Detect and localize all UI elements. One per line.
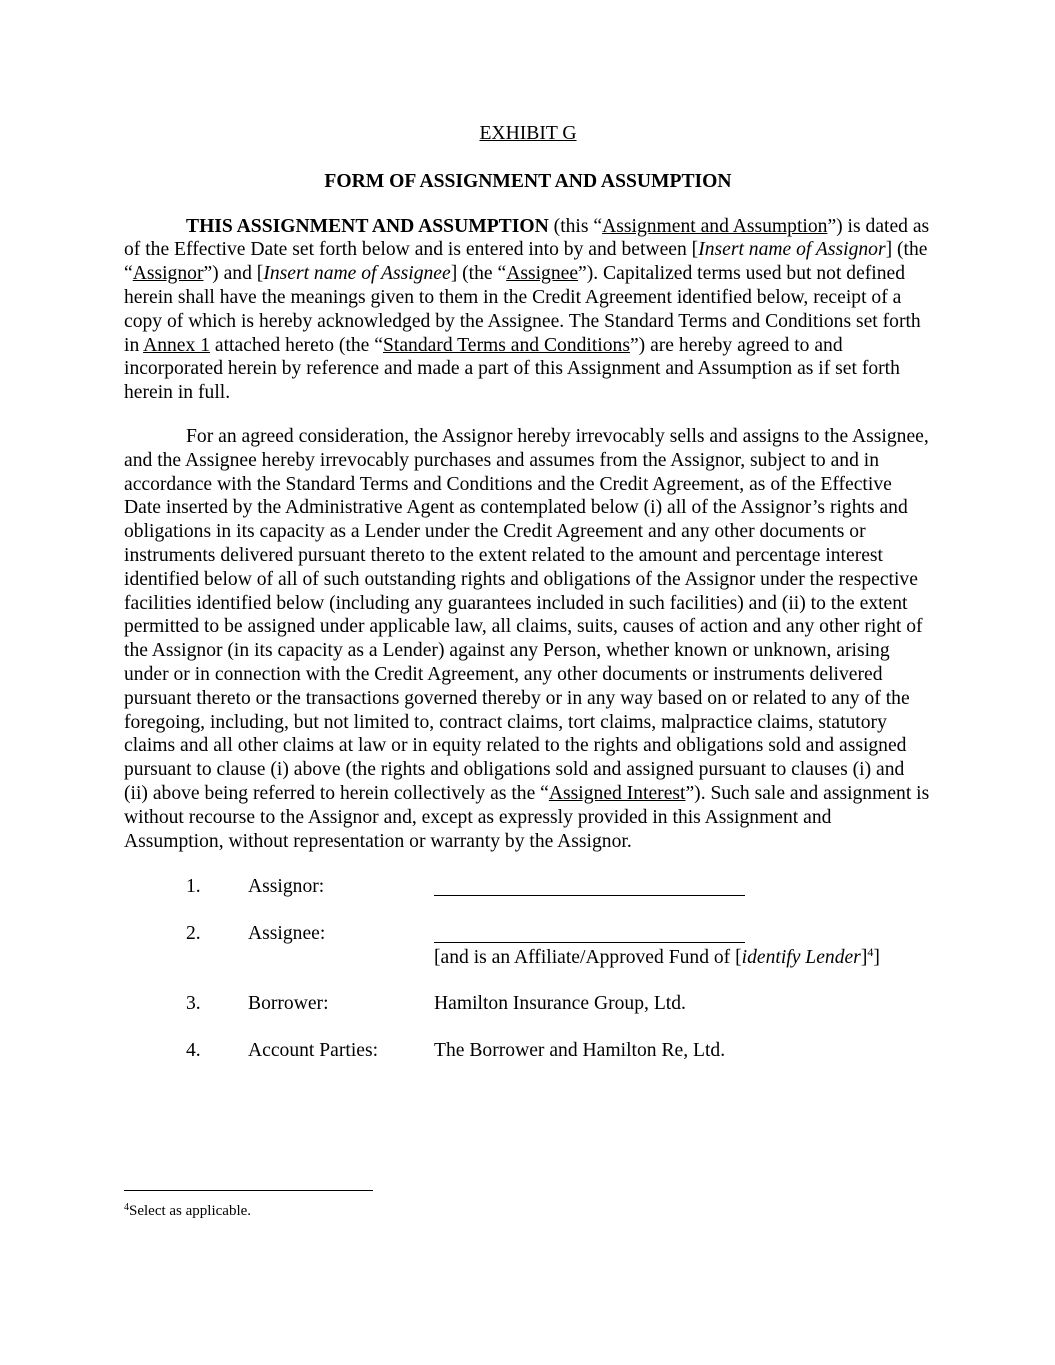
- defined-term-standard-terms: Standard Terms and Conditions: [382, 334, 630, 356]
- intro-text-2: ”) is dated as of the Effective Date set forth below and is entered into by and between [: [124, 215, 930, 261]
- item-number: 4.: [186, 1040, 201, 1062]
- intro-text-4: ”) and [: [203, 263, 264, 285]
- item-label: Borrower:: [248, 993, 329, 1015]
- footnote-divider: [124, 1190, 373, 1191]
- placeholder-assignee-name: Insert name of Assignee: [263, 263, 451, 285]
- list-item-borrower: [124, 992, 932, 1016]
- assignor-blank-line: [434, 875, 745, 903]
- placeholder-assignor-name: Insert name of Assignor: [698, 239, 886, 261]
- exhibit-heading: EXHIBIT G: [479, 123, 577, 144]
- intro-text-7: attached hereto (the “: [210, 334, 383, 356]
- intro-text-3: ] (the “: [124, 239, 928, 285]
- defined-term-assigned-interest: Assigned Interest: [548, 782, 686, 804]
- item-label: Assignor:: [248, 876, 325, 898]
- placeholder-identify-lender: identify Lender: [741, 947, 861, 969]
- party-list: [124, 875, 932, 1063]
- item-label: Account Parties:: [248, 1040, 379, 1062]
- reference-annex-1: Annex 1: [143, 334, 210, 356]
- footnote-reference: 4: [867, 945, 874, 960]
- defined-term-assignor: Assignor: [132, 263, 204, 285]
- item-number: 3.: [186, 993, 201, 1015]
- intro-lead: THIS ASSIGNMENT AND ASSUMPTION: [186, 215, 549, 237]
- borrower-value: Hamilton Insurance Group, Ltd.: [434, 993, 686, 1015]
- intro-paragraph: [124, 215, 932, 405]
- defined-term-assignee: Assignee: [506, 263, 579, 285]
- footnote-text: Select as applicable.: [129, 1203, 252, 1219]
- intro-text-8: ”) are hereby agreed to and incorporated herein by reference and made a part of this Assignment and Assumption as if set forth herein in full.: [124, 334, 900, 404]
- consideration-paragraph: [124, 425, 932, 853]
- account-parties-value: The Borrower and Hamilton Re, Ltd.: [434, 1040, 726, 1062]
- footnote-number: 4: [124, 1202, 129, 1213]
- item-number: 1.: [186, 876, 201, 898]
- consideration-text-2: ”). Such sale and assignment is without recourse to the Assignor and, except as expressly provided in this Assignment and Assumption, without representation or warranty by the Assignor.: [124, 782, 930, 852]
- list-item-assignor: [124, 875, 932, 899]
- intro-text-1: (this “: [548, 215, 603, 237]
- footnote: [124, 1202, 251, 1220]
- defined-term-assignment-and-assumption: Assignment and Assumption: [602, 215, 828, 237]
- document-page: [124, 122, 932, 1086]
- item-number: 2.: [186, 923, 201, 945]
- intro-text-6: ”). Capitalized terms used but not defined herein shall have the meanings given to them in the Credit Agreement identified below, receipt of a copy of which is hereby acknowledged by the Assignee. The Standard Terms and Conditions set forth in: [124, 263, 921, 356]
- intro-text-5: ] (the “: [450, 263, 507, 285]
- list-item-account-parties: [124, 1039, 932, 1063]
- consideration-text-1: For an agreed consideration, the Assignor hereby irrevocably sells and assigns to the Assignee, and the Assignee hereby irrevocably purchases and assumes from the Assignor, subject to and in accordance with the Standard Terms and Conditions and the Credit Agreement, as of the Effective Date inserted by the Administrative Agent as contemplated below (i) all of the Assignor’s rights and obligations in its capacity as a Lender under the Credit Agreement and any other documents or instruments delivered pursuant thereto to the extent related to the amount and percentage interest identified below of all of such outstanding rights and obligations of the Assignor under the respective facilities identified below (including any guarantees included in such facilities) and (ii) to the extent permitted to be assigned under applicable law, all claims, suits, causes of action and any other right of the Assignor (in its capacity as a Lender) against any Person, whether known or unknown, arising under or in connection with the Credit Agreement, any other documents or instruments delivered pursuant thereto or the transactions governed thereby or in any way based on or related to any of the foregoing, including, but not limited to, contract claims, tort claims, malpractice claims, statutory claims and all other claims at law or in equity related to the rights and obligations sold and assigned pursuant to clause (i) above (the rights and obligations sold and assigned pursuant to clauses (i) and (ii) above being referred to herein collectively as the “: [124, 425, 929, 804]
- list-item-assignee: [124, 922, 932, 969]
- document-title: FORM OF ASSIGNMENT AND ASSUMPTION: [324, 170, 732, 192]
- assignee-affiliate-note: [and is an Affiliate/Approved Fund of [identify Lender]$^4$]: [434, 945, 880, 969]
- item-label: Assignee:: [248, 923, 326, 945]
